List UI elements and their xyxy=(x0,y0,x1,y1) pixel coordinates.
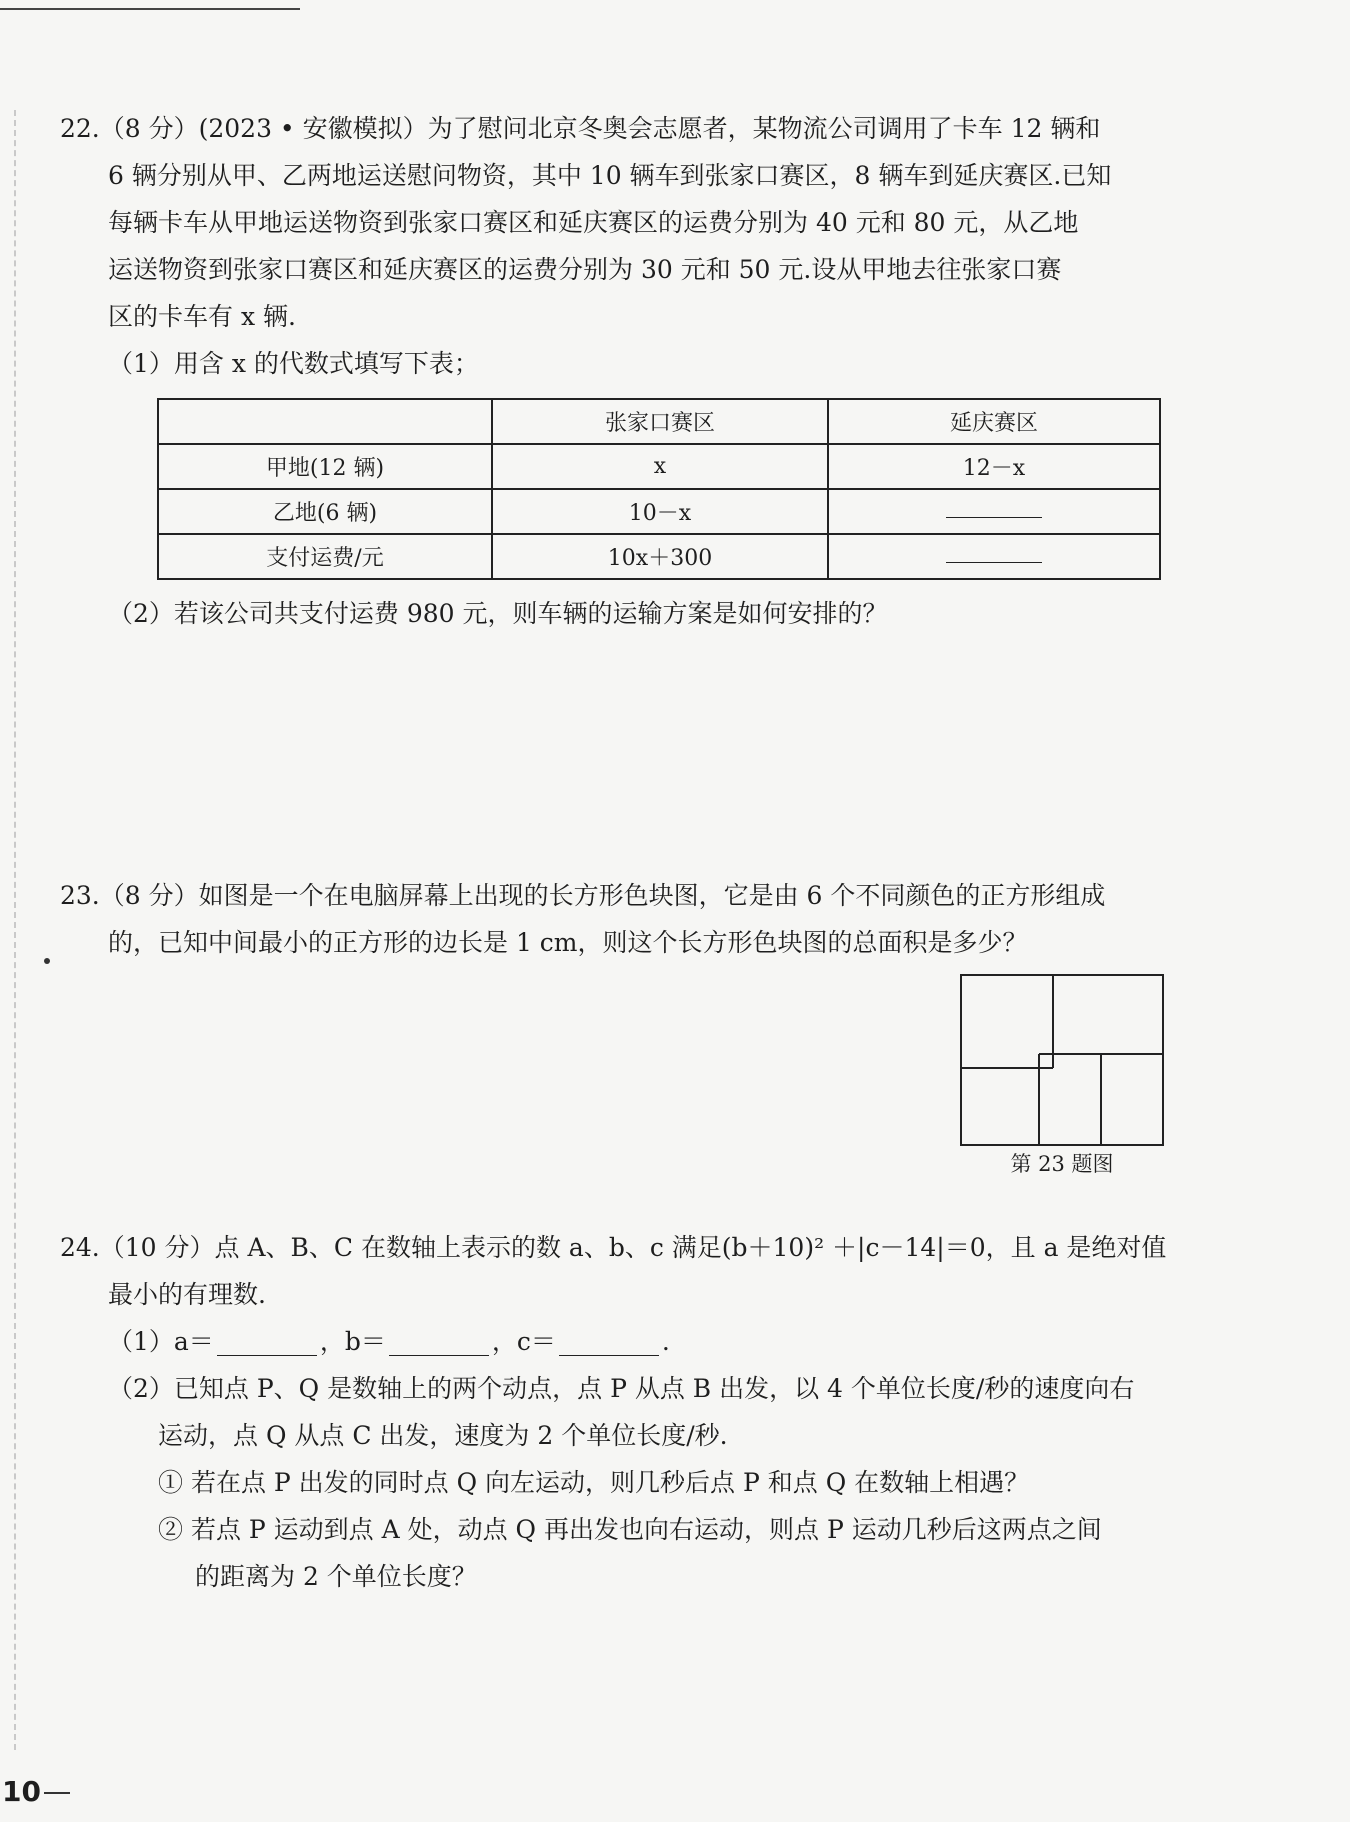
figure-23-squares xyxy=(960,974,1164,1146)
binding-margin-line xyxy=(14,110,16,1750)
answer-blank[interactable] xyxy=(946,546,1042,563)
page-number-dash xyxy=(44,1792,70,1794)
q24-sub-2-line-2: 的距离为 2 个单位长度？ xyxy=(195,1562,477,1591)
top-rule xyxy=(0,8,300,10)
answer-blank-c[interactable] xyxy=(559,1331,659,1356)
q24-part-1-b-label: ，b＝ xyxy=(319,1327,386,1356)
q24-sub-1: ① 若在点 P 出发的同时点 Q 向左运动，则几秒后点 P 和点 Q 在数轴上相遇？ xyxy=(158,1468,1030,1497)
question-22-part-2 xyxy=(60,590,1170,637)
q22-line-5: 区的卡车有 x 辆. xyxy=(108,302,296,331)
table-header-zhangjiakou: 张家口赛区 xyxy=(492,399,828,444)
margin-dot xyxy=(44,958,50,964)
cell-fee-yanqing[interactable] xyxy=(828,534,1160,579)
q23-line-1: 23.（8 分）如图是一个在电脑屏幕上出现的长方形色块图，它是由 6 个不同颜色的正方形组成 xyxy=(60,881,1106,910)
page-number: 10 xyxy=(2,1775,41,1808)
table-row xyxy=(158,444,1160,489)
q24-part-1 xyxy=(60,1318,1170,1365)
table-row xyxy=(158,489,1160,534)
q22-part-1: （1）用含 x 的代数式填写下表； xyxy=(108,349,479,378)
question-23 xyxy=(60,872,1170,966)
cell-jia-zhangjiakou: x xyxy=(492,444,828,489)
q24-part-1-c-label: ，c＝ xyxy=(491,1327,556,1356)
q24-sub-2-line-1: ② 若点 P 运动到点 A 处，动点 Q 再出发也向右运动，则点 P 运动几秒后这两点之间 xyxy=(158,1515,1102,1544)
cell-yi-yanqing[interactable] xyxy=(828,489,1160,534)
squares-diagram xyxy=(960,974,1164,1146)
answer-blank-b[interactable] xyxy=(389,1331,489,1356)
q22-line-2: 6 辆分别从甲、乙两地运送慰问物资，其中 10 辆车到张家口赛区，8 辆车到延庆赛区.已知 xyxy=(108,161,1112,190)
figure-23-caption: 第 23 题图 xyxy=(1010,1152,1114,1176)
q23-line-2: 的，已知中间最小的正方形的边长是 1 cm，则这个长方形色块图的总面积是多少？ xyxy=(108,928,1028,957)
q24-line-1: 24.（10 分）点 A、B、C 在数轴上表示的数 a、b、c 满足(b＋10)² ＋|c－14|＝0，且 a 是绝对值 xyxy=(60,1233,1167,1262)
table-header-row xyxy=(158,399,1160,444)
q22-line-3: 每辆卡车从甲地运送物资到张家口赛区和延庆赛区的运费分别为 40 元和 80 元，从乙地 xyxy=(108,208,1079,237)
q22-line-1: 22.（8 分）(2023 • 安徽模拟）为了慰问北京冬奥会志愿者，某物流公司调用了卡车 12 辆和 xyxy=(60,114,1101,143)
q24-part-1-a-label: （1）a＝ xyxy=(108,1327,214,1356)
q22-line-4: 运送物资到张家口赛区和延庆赛区的运费分别为 30 元和 50 元.设从甲地去往张家口赛 xyxy=(108,255,1062,284)
q24-line-2: 最小的有理数. xyxy=(108,1280,266,1309)
answer-blank-a[interactable] xyxy=(217,1331,317,1356)
cell-yi-zhangjiakou: 10－x xyxy=(492,489,828,534)
cell-jia-yanqing: 12－x xyxy=(828,444,1160,489)
table-header-yanqing: 延庆赛区 xyxy=(828,399,1160,444)
q24-part-2-line-2: 运动，点 Q 从点 C 出发，速度为 2 个单位长度/秒. xyxy=(158,1421,728,1450)
table-header-empty xyxy=(158,399,492,444)
outer-rectangle xyxy=(961,975,1163,1145)
cell-fee-zhangjiakou: 10x＋300 xyxy=(492,534,828,579)
freight-table xyxy=(157,398,1161,580)
q24-part-2-line-1: （2）已知点 P、Q 是数轴上的两个动点，点 P 从点 B 出发，以 4 个单位长度/秒的速度向右 xyxy=(108,1374,1135,1403)
row-label-yi: 乙地(6 辆) xyxy=(158,489,492,534)
question-22 xyxy=(60,105,1170,387)
row-label-fee: 支付运费/元 xyxy=(158,534,492,579)
row-label-jia: 甲地(12 辆) xyxy=(158,444,492,489)
question-24 xyxy=(60,1224,1170,1600)
q22-part-2: （2）若该公司共支付运费 980 元，则车辆的运输方案是如何安排的？ xyxy=(108,599,888,628)
answer-blank[interactable] xyxy=(946,501,1042,518)
q24-part-1-end: . xyxy=(661,1327,670,1356)
table-row xyxy=(158,534,1160,579)
